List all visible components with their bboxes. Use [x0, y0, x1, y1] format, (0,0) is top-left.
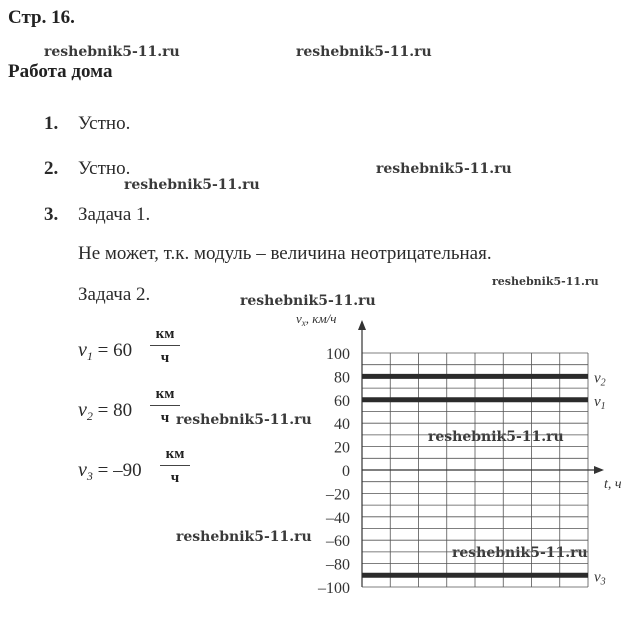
unit-fraction: км ч	[160, 446, 190, 487]
section-title: Работа дома	[8, 61, 113, 82]
y-tick-label: –20	[326, 486, 350, 504]
item-text: Задача 1.	[78, 204, 151, 225]
y-axis-arrow	[358, 320, 366, 330]
page-label: Стр. 16.	[8, 7, 75, 28]
series-label-v1: $v_1$	[594, 393, 606, 412]
unit-fraction: км ч	[150, 386, 180, 427]
watermark: reshebnik5-11.ru	[376, 161, 512, 177]
velocity-formula: $v_3 = -90$	[78, 459, 142, 483]
chart-axes	[358, 320, 604, 587]
watermark: reshebnik5-11.ru	[492, 275, 599, 288]
watermark: reshebnik5-11.ru	[240, 293, 376, 309]
unit-fraction: км ч	[150, 326, 180, 367]
y-tick-label: –40	[326, 509, 350, 527]
y-tick-label: 0	[342, 463, 350, 480]
item-text: Устно.	[78, 113, 131, 134]
y-tick-label: –100	[318, 580, 350, 597]
watermark: reshebnik5-11.ru	[124, 177, 260, 193]
series-label-v2: $v_2$	[594, 370, 606, 389]
watermark: reshebnik5-11.ru	[428, 429, 564, 445]
y-tick-label: –60	[326, 533, 350, 551]
item-number: 3.	[44, 204, 59, 225]
watermark: reshebnik5-11.ru	[176, 412, 312, 428]
velocity-formula: $v_2 = 80$	[78, 399, 133, 423]
task2-label: Задача 2.	[78, 284, 151, 305]
watermark: reshebnik5-11.ru	[296, 44, 432, 60]
series-label-v3: $v_3$	[594, 569, 606, 588]
item-number: 1.	[44, 113, 59, 134]
y-tick-label: 40	[334, 416, 350, 434]
y-tick-label: –80	[326, 556, 350, 574]
y-tick-label: 80	[334, 369, 350, 387]
y-tick-label: 60	[334, 392, 350, 410]
item-number: 2.	[44, 158, 59, 179]
watermark: reshebnik5-11.ru	[176, 529, 312, 545]
item-text: Устно.	[78, 158, 131, 179]
x-axis-arrow	[594, 466, 604, 474]
watermark: reshebnik5-11.ru	[452, 545, 588, 561]
velocity-formula: $v_1 = 60$	[78, 339, 133, 363]
y-axis-label: $v_x$, км/ч	[296, 311, 337, 328]
y-tick-label: 100	[326, 346, 350, 363]
watermark: reshebnik5-11.ru	[44, 44, 180, 60]
chart-labels	[296, 311, 622, 597]
y-tick-label: 20	[334, 439, 350, 457]
task1-answer: Не может, т.к. модуль – величина неотрицательная.	[78, 243, 492, 264]
x-axis-label: t, ч	[604, 477, 622, 492]
